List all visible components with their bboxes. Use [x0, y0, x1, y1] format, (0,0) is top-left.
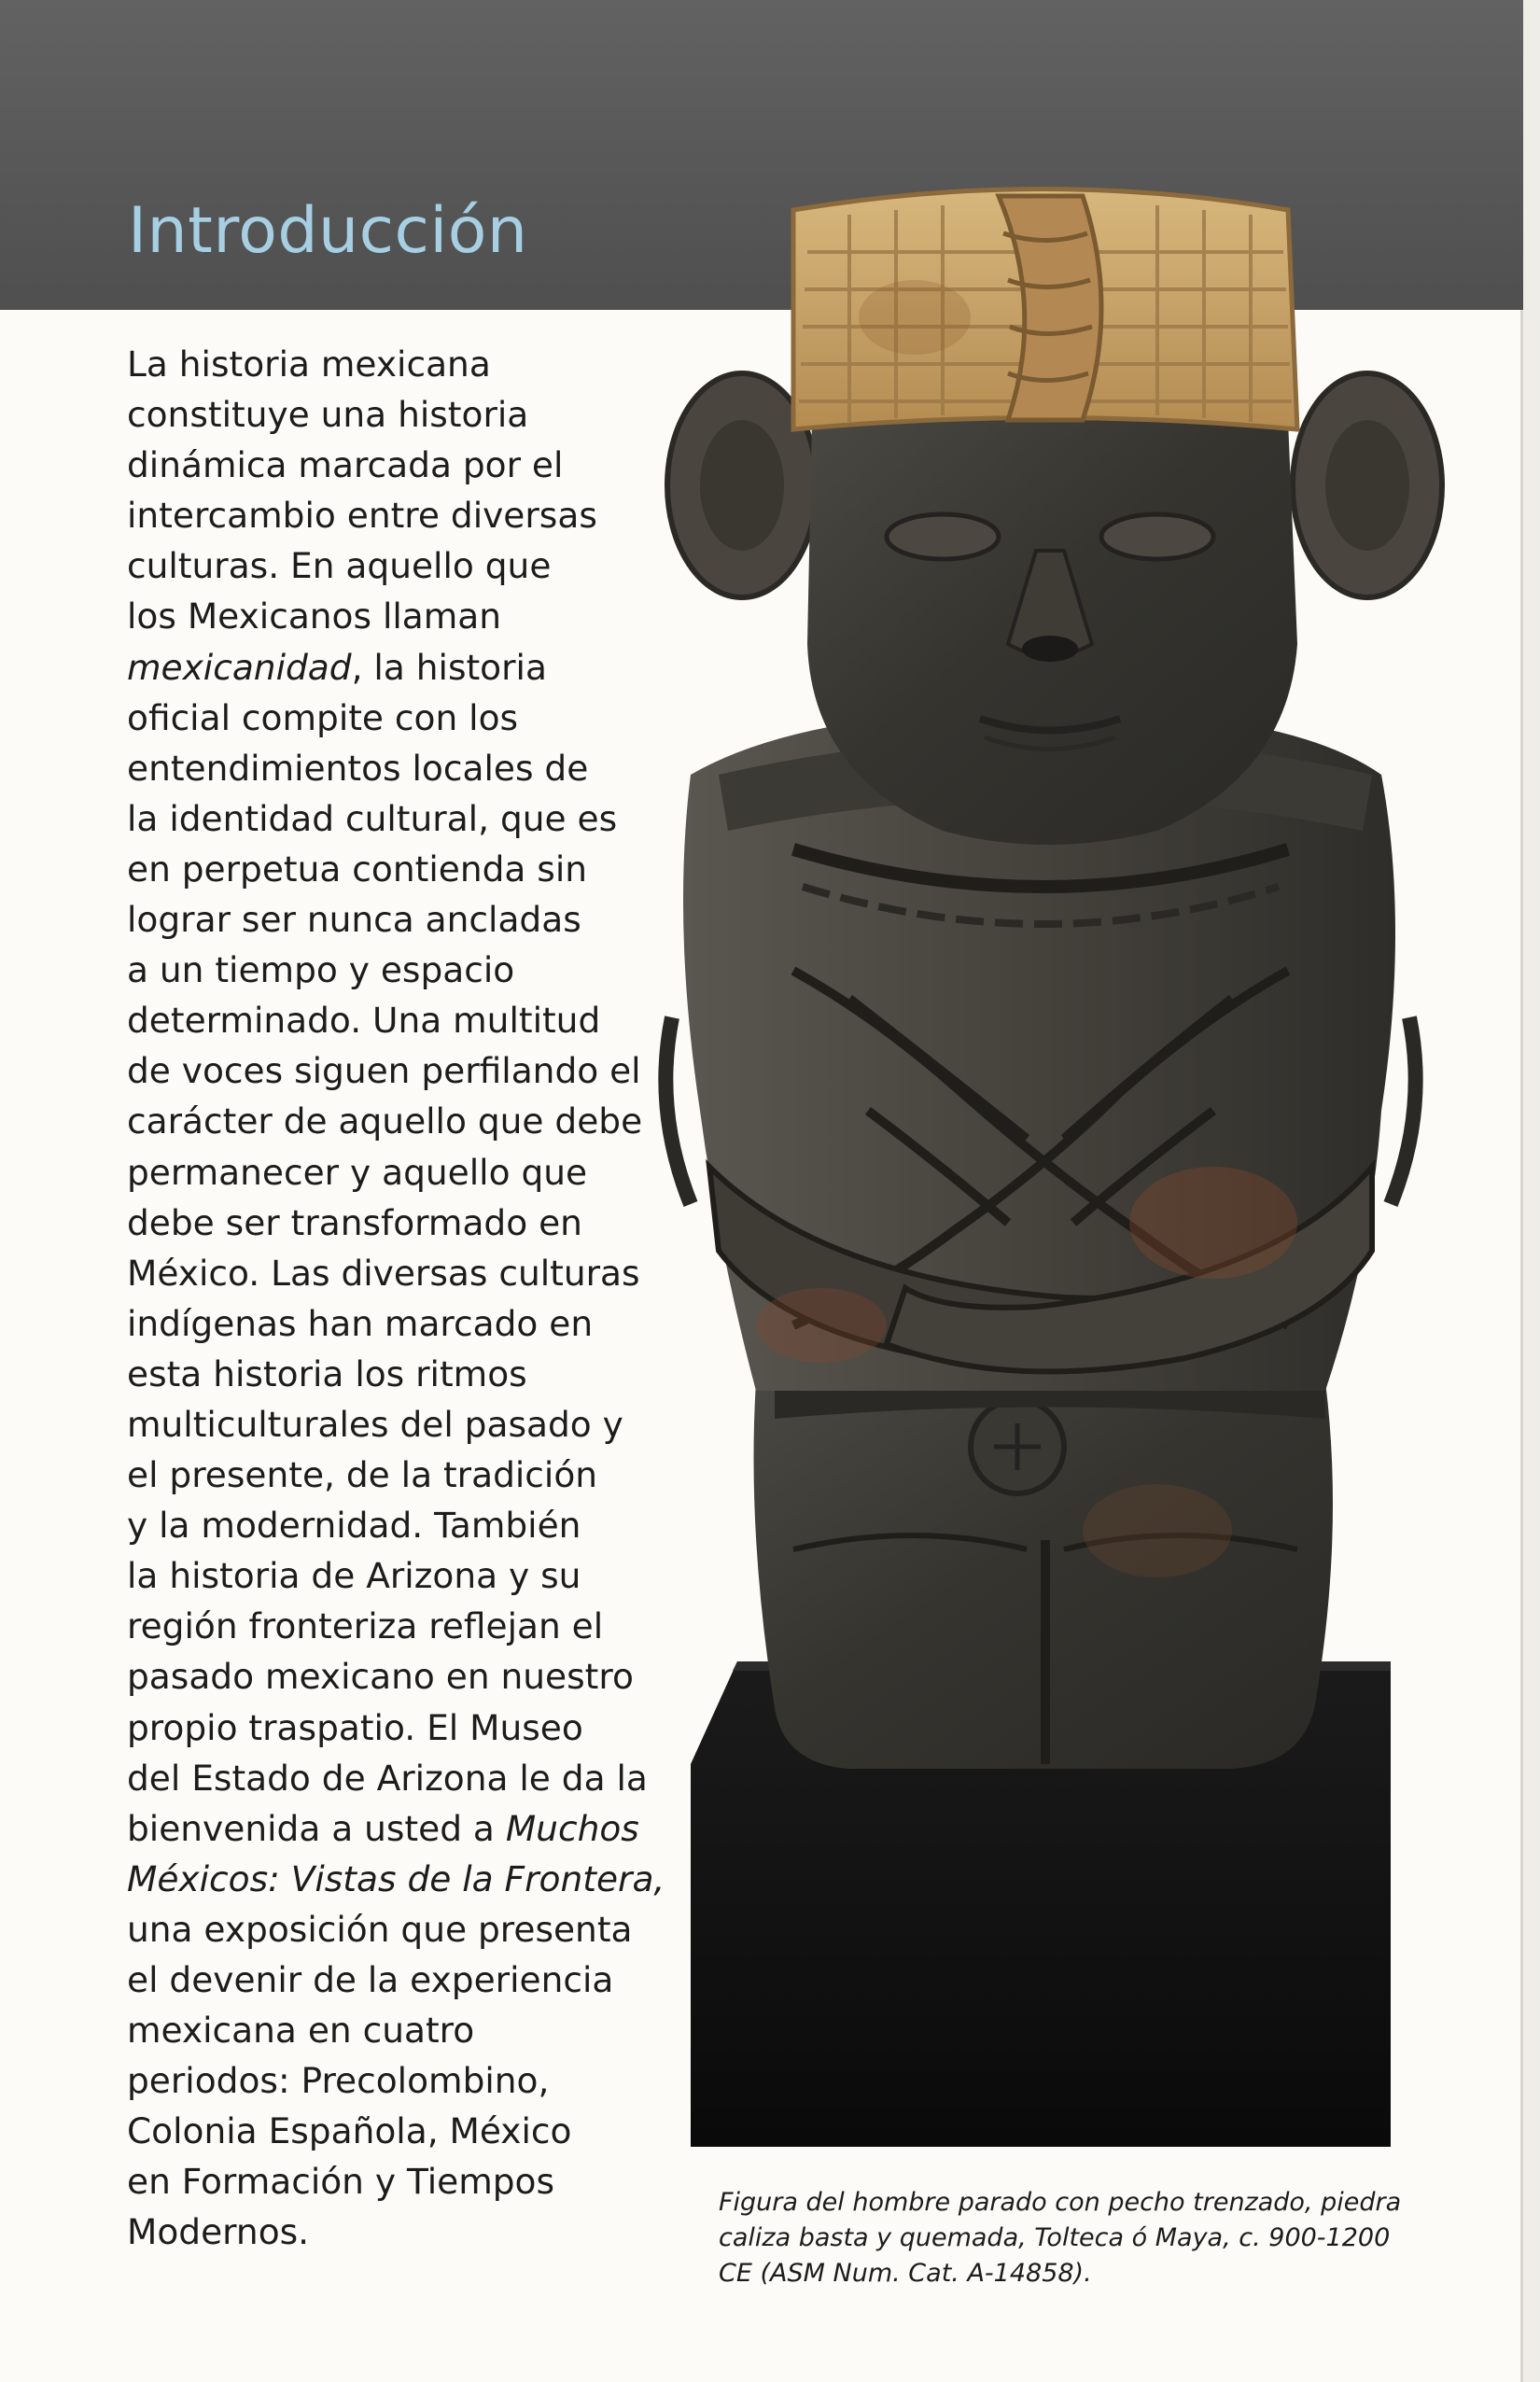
body-line: del Estado de Arizona le da la [127, 1757, 648, 1799]
body-line: pasado mexicano en nuestro [127, 1656, 634, 1698]
body-line: multiculturales del pasado y [127, 1403, 623, 1445]
body-line: y la modernidad. También [127, 1505, 581, 1547]
body-line: el presente, de la tradición [127, 1454, 598, 1496]
body-line: intercambio entre diversas [127, 495, 597, 537]
body-line: Colonia Española, México [127, 2110, 572, 2152]
body-line: mexicana en cuatro [127, 2010, 475, 2052]
caption-line: Figura del hombre parado con pecho trenzado, piedra [719, 2188, 1402, 2217]
mexicanidad-term: mexicanidad [127, 646, 352, 688]
page-title: Introducción [128, 194, 528, 268]
body-line: La historia mexicana [127, 343, 491, 385]
caption-line: caliza basta y quemada, Tolteca ó Maya, c. 900-1200 [719, 2223, 1391, 2252]
body-line: entendimientos locales de [127, 747, 589, 789]
caption-line: CE (ASM Num. Cat. A-14858). [719, 2259, 1092, 2288]
body-line: en Formación y Tiempos [127, 2161, 555, 2203]
body-line: culturas. En aquello que [127, 545, 552, 587]
body-line: dinámica marcada por el [127, 444, 564, 486]
body-line [127, 1854, 665, 1904]
body-line: Modernos. [127, 2211, 310, 2253]
body-line: constituye una historia [127, 394, 529, 436]
body-line: la identidad cultural, que es [127, 797, 618, 839]
body-line: a un tiempo y espacio [127, 949, 515, 991]
body-line: carácter de aquello que debe [127, 1100, 643, 1142]
statue-right-eye [1101, 514, 1213, 559]
exhibit-title-part2: Méxicos: Vistas de la Frontera, [127, 1857, 665, 1899]
statue-illustration [635, 177, 1456, 2156]
statue-left-eye [887, 514, 999, 559]
body-line-start: bienvenida a usted a [127, 1807, 506, 1849]
body-line: de voces siguen perfilando el [127, 1050, 641, 1092]
body-line [127, 1803, 650, 1854]
body-line: región fronteriza reflejan el [127, 1605, 604, 1647]
body-line: en perpetua contienda sin [127, 848, 588, 890]
body-line: periodos: Precolombino, [127, 2060, 550, 2102]
body-line: oficial compite con los [127, 696, 519, 738]
body-line: esta historia los ritmos [127, 1352, 527, 1394]
photo-caption [719, 2185, 1402, 2291]
body-line: propio traspatio. El Museo [127, 1706, 583, 1748]
body-line [127, 642, 650, 693]
body-line: permanecer y aquello que [127, 1151, 588, 1193]
body-line: la historia de Arizona y su [127, 1555, 581, 1597]
introduction-paragraph [127, 339, 665, 2258]
body-line: México. Las diversas culturas [127, 1252, 640, 1294]
body-line: lograr ser nunca ancladas [127, 899, 581, 941]
body-line: los Mexicanos llaman [127, 596, 502, 638]
page-edge [1523, 0, 1540, 2382]
exhibit-title-part1: Muchos [505, 1807, 639, 1849]
body-line: una exposición que presenta [127, 1908, 633, 1950]
page-fold-line [1520, 310, 1523, 2382]
body-line-rest: , la historia [351, 646, 547, 688]
body-line: indígenas han marcado en [127, 1302, 594, 1344]
statue-photo [635, 177, 1456, 2156]
body-line: determinado. Una multitud [127, 1000, 601, 1042]
body-line: debe ser transformado en [127, 1201, 582, 1243]
body-line: el devenir de la experiencia [127, 1959, 614, 2000]
